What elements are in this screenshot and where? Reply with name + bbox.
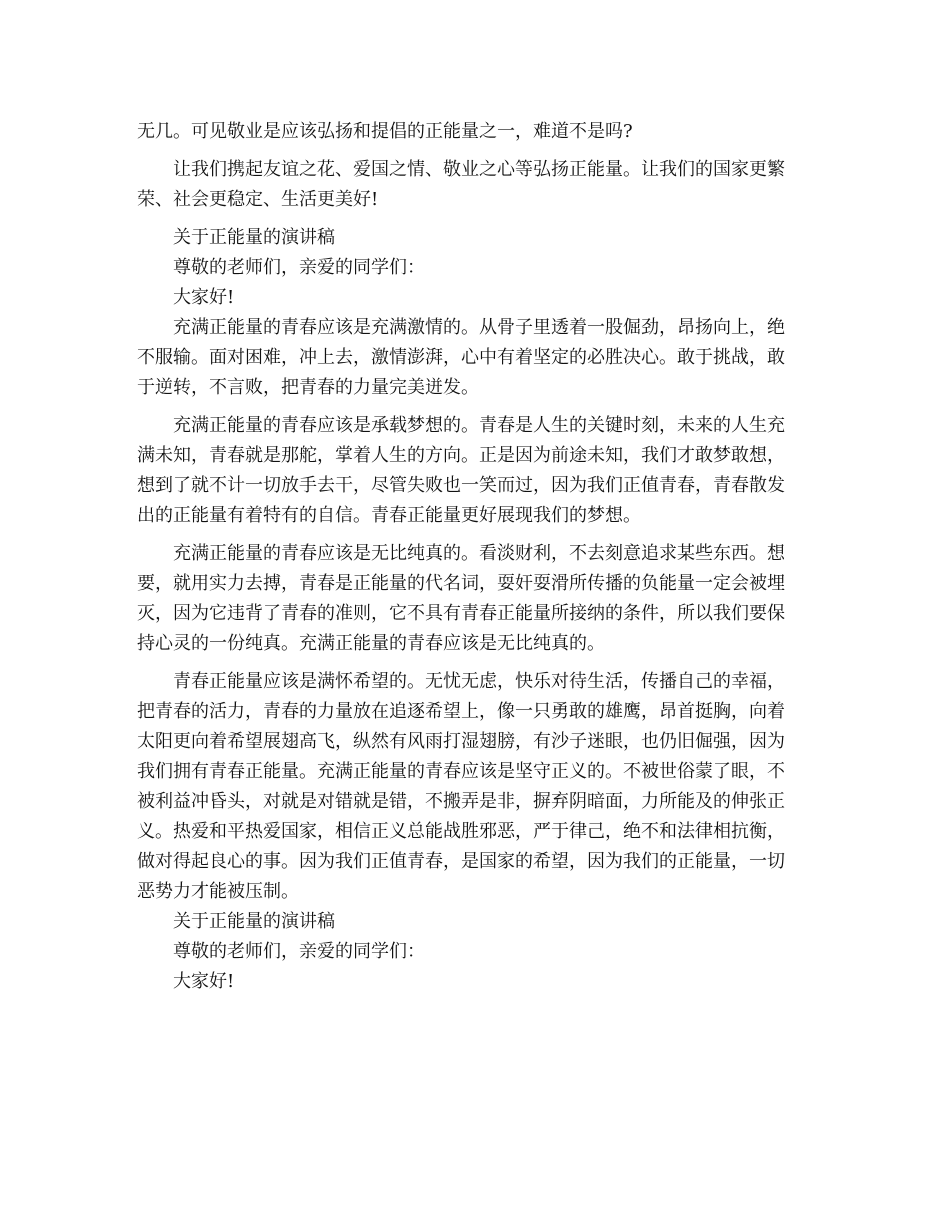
paragraph-gap [137,403,817,411]
text-line: 充满正能量的青春应该是无比纯真的。看淡财利，不去刻意追求某些东西。想 [173,543,785,564]
section-title: 关于正能量的演讲稿 [173,227,335,248]
text-line: 做对得起良心的事。因为我们正值青春，是国家的希望，因为我们的正能量，一切 [137,851,785,872]
text-line: 让我们携起友谊之花、爱国之情、敬业之心等弘扬正能量。让我们的国家更繁 [173,159,785,180]
document-body [137,117,817,997]
paragraph-gap [137,659,817,667]
text-line: 我们拥有青春正能量。充满正能量的青春应该是坚守正义的。不被世俗蒙了眼，不 [137,761,785,782]
text-line: 想到了就不计一切放手去干，尽管失败也一笑而过，因为我们正值青春，青春散发 [137,475,785,496]
text-line: 被利益冲昏头，对就是对错就是错，不搬弄是非，摒弃阴暗面，力所能及的伸张正 [137,791,785,812]
text-line: 于逆转，不言败，把青春的力量完美迸发。 [137,377,479,398]
greeting: 大家好! [173,287,235,308]
text-line: 要，就用实力去搏，青春是正能量的代名词，耍奸耍滑所传播的负能量一定会被埋 [137,573,785,594]
text-line: 青春正能量应该是满怀希望的。无忧无虑，快乐对待生活，传播自己的幸福， [173,671,785,692]
section-title: 关于正能量的演讲稿 [173,911,335,932]
text-line: 出的正能量有着特有的自信。青春正能量更好展现我们的梦想。 [137,505,641,526]
text-line: 不服输。面对困难，冲上去，激情澎湃，心中有着坚定的必胜决心。敢于挑战，敢 [137,347,785,368]
text-line: 恶势力才能被压制。 [137,881,299,902]
paragraph-gap [137,531,817,539]
text-line: 充满正能量的青春应该是充满激情的。从骨子里透着一股倔劲，昂扬向上，绝 [173,317,785,338]
greeting: 大家好! [173,971,235,992]
text-line: 灭，因为它违背了青春的准则，它不具有青春正能量所接纳的条件，所以我们要保 [137,603,785,624]
paragraph-gap [137,215,817,223]
paragraph-gap [137,147,817,155]
text-line: 充满正能量的青春应该是承载梦想的。青春是人生的关键时刻，未来的人生充 [173,415,785,436]
text-line: 无几。可见敬业是应该弘扬和提倡的正能量之一，难道不是吗? [137,121,633,142]
text-line: 把青春的活力，青春的力量放在追逐希望上，像一只勇敢的雄鹰，昂首挺胸，向着 [137,701,785,722]
text-line: 满未知，青春就是那舵，掌着人生的方向。正是因为前途未知，我们才敢梦敢想， [137,445,785,466]
salutation: 尊敬的老师们，亲爱的同学们： [173,941,425,962]
text-line: 义。热爱和平热爱国家，相信正义总能战胜邪恶，严于律己，绝不和法律相抗衡， [137,821,785,842]
text-line: 太阳更向着希望展翅高飞，纵然有风雨打湿翅膀，有沙子迷眼，也仍旧倔强，因为 [137,731,785,752]
text-line: 荣、社会更稳定、生活更美好! [137,189,379,210]
text-line: 持心灵的一份纯真。充满正能量的青春应该是无比纯真的。 [137,633,605,654]
salutation: 尊敬的老师们，亲爱的同学们： [173,257,425,278]
